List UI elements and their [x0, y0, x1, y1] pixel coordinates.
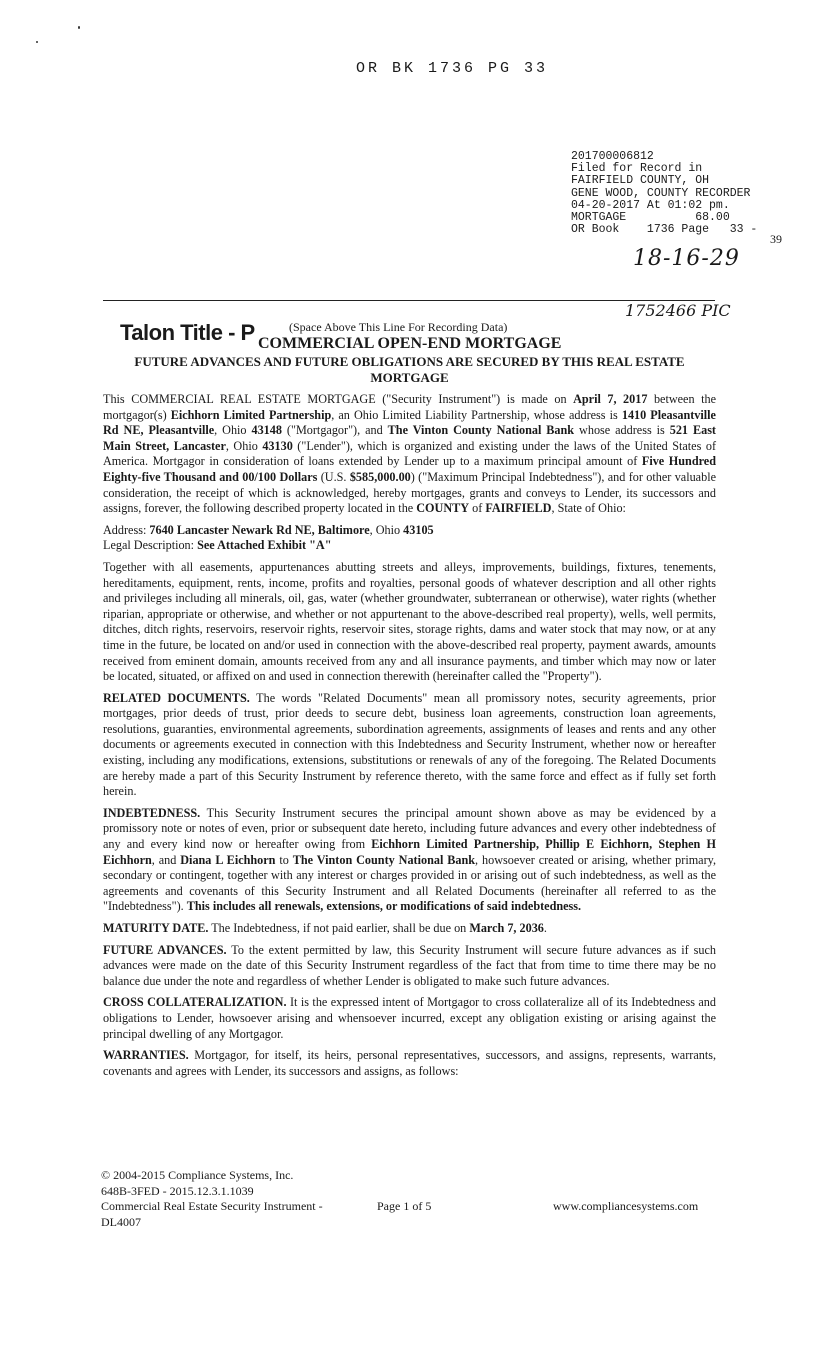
talon-title-logo: Talon Title - P — [120, 320, 255, 345]
recorder-line: OR Book 1736 Page 33 - — [571, 223, 758, 237]
future-advances-paragraph: FUTURE ADVANCES. To the extent permitted by law, this Security Instrument will secure future advances as if such advances were made on the date of this Security Instrument regardless of the fact that from time to time there may be no balance due under the note and regardless of whether Lender is obligated to make such future advances. — [103, 942, 716, 988]
principal-amount: $585,000.00 — [349, 469, 411, 484]
book-page-stamp: OR BK 1736 PG 33 — [356, 60, 549, 77]
instrument-number: 201700006812 — [571, 150, 654, 163]
county-name: FAIRFIELD — [485, 501, 552, 516]
property-address: 7640 Lancaster Newark Rd NE, Baltimore — [149, 522, 370, 537]
recording-space-note: (Space Above This Line For Recording Data) — [289, 320, 508, 334]
warranties-paragraph: WARRANTIES. Mortgagor, for itself, its heirs, personal representatives, successors, and assigns, represents, warrants, covenants and agrees with Lender, its successors and assigns, as follows: — [103, 1048, 716, 1078]
recorder-line: 04-20-2017 At 01:02 pm. — [571, 198, 730, 212]
section-heading: CROSS COLLATERALIZATION. — [103, 995, 287, 1010]
lender-name: The Vinton County National Bank — [387, 423, 575, 438]
section-heading: WARRANTIES. — [103, 1048, 189, 1063]
recorder-page-end: 39 — [770, 232, 782, 246]
document-body — [103, 392, 716, 1085]
form-name: Commercial Real Estate Security Instrument - — [101, 1199, 323, 1214]
mortgagor-name: Eichhorn Limited Partnership — [170, 407, 332, 422]
lender-address: 521 East Main Street, Lancaster — [103, 423, 716, 453]
scan-speck — [36, 41, 38, 43]
website: www.compliancesystems.com — [553, 1199, 699, 1214]
property-block: Address: 7640 Lancaster Newark Rd NE, Baltimore, Ohio 43105 Legal Description: See Attached Exhibit "A" — [103, 522, 434, 553]
maturity-date: March 7, 2036 — [469, 921, 544, 935]
section-heading: MATURITY DATE. — [103, 921, 209, 935]
handwritten-file-number: 1752466 PIC — [625, 301, 731, 320]
together-paragraph: Together with all easements, appurtenances abutting streets and alleys, improvements, buildings, fixtures, tenements, hereditaments, equipment, rents, income, profits and royalties, personal goods of whatever description and all other rights and privileges including all minerals, oil, gas, water (whether groundwater, subterranean or otherwise), water rights (whether riparian, appropriate or otherwise, and whether or not appurtenant to the above-described real property), wells, well permits, ditches, ditch rights, reservoirs, reservoir rights, reservoir sites, storage rights, dams and water stock that may now, or at any time in the future, be located on and/or used in connection with the above-described real property, payment awards, amounts received from eminent domain, amounts received from any and all insurance payments, and timber which may now or later be located, situated, or affixed on and used in connection therewith (hereinafter called the "Property"). — [103, 559, 716, 684]
recorder-line: MORTGAGE 68.00 — [571, 211, 730, 225]
recorder-line: FAIRFIELD COUNTY, OH — [571, 174, 710, 188]
section-heading: FUTURE ADVANCES. — [103, 942, 227, 957]
related-documents-paragraph: RELATED DOCUMENTS. The words "Related Documents" mean all promissory notes, security agreements, prior mortgages, prior deeds of trust, prior deeds to secure debt, business loan agreements, construction loan agreements, resolutions, guaranties, environmental agreements, subordination agreements, assignments of leases and rents and any other documents or agreements executed in connection with this Indebtedness and Security Instrument, whether now or hereafter existing, including any modifications, extensions, substitutions or renewals of any of the foregoing. The Related Documents are hereby made a part of this Security Instrument by reference thereto, with the same force and effect as if fully set forth herein. — [103, 690, 716, 799]
intro-paragraph: This COMMERCIAL REAL ESTATE MORTGAGE ("Security Instrument") is made on April 7, 2017 between the mortgagor(s) Eichhorn Limited Partnership, an Ohio Limited Liability Partnership, whose address is 1410 Pleasantville Rd NE, Pleasantville, Ohio 43148 ("Mortgagor"), and The Vinton County National Bank whose address is 521 East Main Street, Lancaster, Ohio 43130 ("Lender"), which is organized and existing under the laws of the United States of America. Mortgagor in consideration of loans extended by Lender up to a maximum principal amount of Five Hundred Eighty-five Thousand and 00/100 Dollars (U.S. $585,000.00) ("Maximum Principal Indebtedness"), and for other valuable consideration, the receipt of which is acknowledged, hereby mortgages, grants and conveys to Lender, its successors and assigns, forever, the following described property located in the COUNTY of FAIRFIELD, State of Ohio: — [103, 392, 716, 516]
handwritten-parcel: 18-16-29 — [633, 246, 740, 271]
page-number: Page 1 of 5 — [377, 1199, 432, 1214]
cross-collateral-paragraph: CROSS COLLATERALIZATION. It is the expressed intent of Mortgagor to cross collateralize all of its Indebtedness and obligations to Lender, howsoever arising and whensoever incurred, except any obligation existing or arising against the principal dwelling of any Mortgagor. — [103, 995, 716, 1041]
section-heading: INDEBTEDNESS. — [103, 805, 201, 820]
copyright: © 2004-2015 Compliance Systems, Inc. — [101, 1168, 294, 1182]
document-title: COMMERCIAL OPEN-END MORTGAGE — [258, 335, 562, 352]
page-footer — [101, 1168, 721, 1230]
mortgage-date: April 7, 2017 — [573, 392, 648, 406]
mortgagor-address: 1410 Pleasantville Rd NE, Pleasantville — [103, 407, 716, 438]
indebtedness-paragraph: INDEBTEDNESS. This Security Instrument secures the principal amount shown above as may be evidenced by a promissory note or notes of even, prior or subsequent date hereto, including future advances and every other indebtedness of any and every kind now or hereafter owing from Eichhorn Limited Partnership, Phillip E Eichhorn, Stephen H Eichhorn, and Diana L Eichhorn to The Vinton County National Bank, howsoever created or arising, whether primary, secondary or contingent, together with any interest or charges provided in or arising out of such indebtedness, as well as the agreements and covenants of this Security Instrument and all Related Documents (hereinafter all referred to as the "Indebtedness"). This includes all renewals, extensions, or modifications of said indebtedness. — [103, 805, 717, 914]
form-code: DL4007 — [101, 1214, 141, 1229]
recording-divider — [103, 300, 715, 301]
amount-words: Five Hundred Eighty-five Thousand and 00/100 Dollars — [103, 454, 716, 484]
recorder-stamp — [571, 151, 757, 236]
legal-description: See Attached Exhibit "A" — [197, 538, 332, 553]
form-id: 648B-3FED - 2015.12.3.1.1039 — [101, 1183, 254, 1198]
document-subtitle: FUTURE ADVANCES AND FUTURE OBLIGATIONS ARE SECURED BY THIS REAL ESTATE MORTGAGE — [134, 354, 685, 385]
scan-speck — [78, 26, 80, 29]
recorder-line: GENE WOOD, COUNTY RECORDER — [571, 186, 751, 200]
maturity-paragraph: MATURITY DATE. The Indebtedness, if not paid earlier, shall be due on March 7, 2036. — [103, 921, 547, 935]
recorder-line: Filed for Record in — [571, 162, 703, 176]
section-heading: RELATED DOCUMENTS. — [103, 690, 250, 705]
